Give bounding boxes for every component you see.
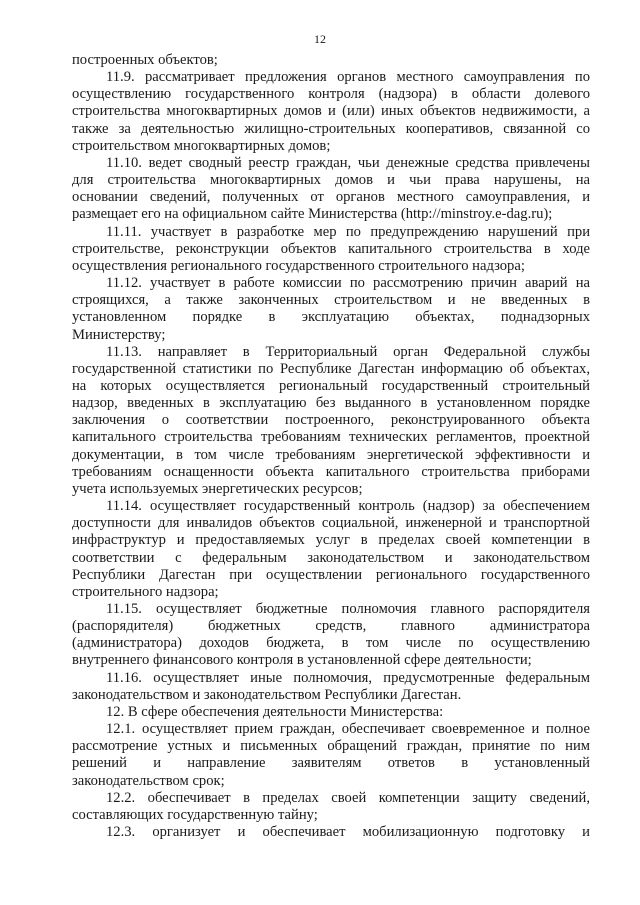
page-number: 12 (314, 32, 326, 46)
text-line: государственной статистики по Республике Дагестан информацию об объектах, (72, 360, 590, 377)
text-line: (администратора) доходов бюджета, в том числе по осуществлению (72, 635, 590, 652)
document-body (72, 52, 590, 841)
text-line: Министерству; (72, 326, 166, 343)
text-line: учета используемых энергетических ресурсов; (72, 480, 363, 497)
paragraph-12-1-first-line: 12.1. осуществляет прием граждан, обеспечивает своевременное и полное (106, 721, 590, 738)
text-line: инфраструктур и предоставляемых услуг в пределах своей компетенции в (72, 532, 590, 549)
text-line: капитального строительства требованиям технических регламентов, проектной (72, 429, 590, 446)
text-line: установленном порядке в эксплуатацию объектах, поднадзорных (72, 309, 590, 326)
text-line: построенных объектов; (72, 52, 218, 68)
text-line: законодательством срок; (72, 772, 225, 789)
text-line: Республики Дагестан при осуществлении регионального государственного (72, 566, 590, 583)
paragraph-11-11-first-line: 11.11. участвует в разработке мер по предупреждению нарушений при (106, 223, 590, 240)
paragraph-12-3-first-line: 12.3. организует и обеспечивает мобилизационную подготовку и (106, 824, 590, 841)
paragraph-11-16-first-line: 11.16. осуществляет иные полномочия, предусмотренные федеральным (106, 669, 590, 686)
text-line: размещает его на официальном сайте Министерства (http://minstroy.e-dag.ru); (72, 206, 553, 223)
text-line: осуществления регионального государственного строительного надзора; (72, 257, 525, 274)
text-line: доступности для инвалидов объектов социальной, инженерной и транспортной (72, 515, 590, 532)
text-line: рассмотрение устных и письменных обращений граждан, принятие по ним (72, 738, 590, 755)
text-line: на которых осуществляется региональный государственный строительный (72, 377, 590, 394)
paragraph-11-15-first-line: 11.15. осуществляет бюджетные полномочия главного распорядителя (106, 601, 590, 617)
paragraph-11-13-first-line: 11.13. направляет в Территориальный орган Федеральной службы (106, 343, 590, 360)
text-line: (распорядителя) бюджетных средств, главного администратора (72, 618, 590, 635)
text-line: строительного надзора; (72, 583, 219, 600)
text-line: документации, в том числе требованиям энергетической эффективности и (72, 446, 590, 463)
text-line: составляющих государственную тайну; (72, 806, 318, 823)
text-line: основании сведений, полученных от органов местного самоуправления, и (72, 189, 590, 206)
text-line: соответствии с федеральным законодательством и законодательством (72, 549, 590, 566)
text-line: строительстве, реконструкции объектов капитального строительства в ходе (72, 240, 590, 257)
text-line: законодательством и законодательством Республики Дагестан. (72, 686, 462, 703)
text-line: строительства многоквартирных домов и (или) иных объектов недвижимости, а (72, 103, 590, 120)
paragraph-11-12-first-line: 11.12. участвует в работе комиссии по рассмотрению причин аварий на (106, 275, 590, 292)
text-line: для строительства многоквартирных домов и чьи права нарушены, на (72, 172, 590, 189)
text-line: внутреннего финансового контроля в установленной сфере деятельности; (72, 652, 532, 669)
text-line: надзор, введенных в эксплуатацию без выданного в установленном порядке (72, 395, 590, 412)
paragraph-11-14-first-line: 11.14. осуществляет государственный контроль (надзор) за обеспечением (106, 498, 590, 515)
paragraph-11-9-first-line: 11.9. рассматривает предложения органов местного самоуправления по (106, 69, 590, 86)
text-line: строительством многоквартирных домов; (72, 137, 331, 154)
text-line: осуществлению государственного контроля (надзора) в области долевого (72, 86, 590, 103)
section-12-heading: 12. В сфере обеспечения деятельности Министерства: (106, 703, 444, 720)
text-line: решений и направление заявителям ответов в установленный (72, 755, 590, 772)
text-line: требованиям оснащенности объекта капитального строительства приборами (72, 463, 590, 480)
text-line: также за деятельностью жилищно-строительных кооперативов, связанной со (72, 120, 590, 137)
text-line: заключения о соответствии построенного, реконструированного объекта (72, 412, 590, 429)
text-line: строящихся, а также законченных строительством и не введенных в (72, 292, 590, 309)
paragraph-11-10-first-line: 11.10. ведет сводный реестр граждан, чьи денежные средства привлечены (106, 154, 590, 171)
paragraph-12-2-first-line: 12.2. обеспечивает в пределах своей компетенции защиту сведений, (106, 789, 590, 806)
